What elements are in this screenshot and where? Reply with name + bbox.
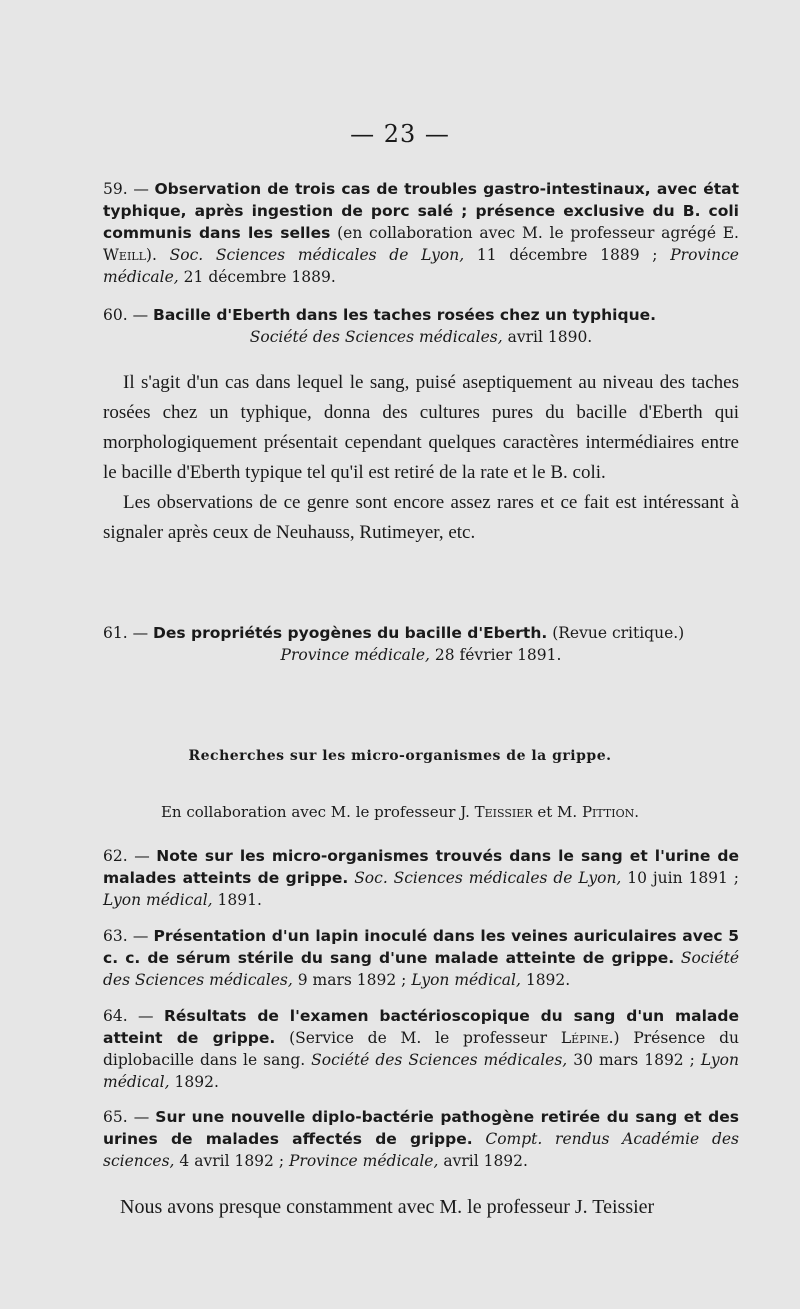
bibliography-entry-60 — [103, 304, 739, 348]
entry-ref-line — [103, 326, 739, 348]
paragraph: Il s'agit d'un cas dans lequel le sang, puisé aseptiquement au niveau des taches rosées chez un typhique, donna des cultures pures du bacille d'Eberth qui morphologiquement présentait cependant quelques caractères intermédiaires entre le bacille d'Eberth typique tel qu'il est retiré de la rate et le B. coli. — [103, 372, 739, 483]
bibliography-entry-64 — [103, 1005, 739, 1093]
page-number: — 23 — — [350, 120, 450, 148]
entry-note: (Revue critique.) — [552, 624, 685, 642]
service-name: Lépine — [560, 1029, 609, 1047]
body-text — [103, 368, 739, 548]
entry-number: 59. — — [103, 180, 149, 198]
entry-ref: Soc. Sciences médicales de Lyon, — [169, 246, 465, 264]
entry-ref: Société des Sciences médicales, — [249, 328, 503, 346]
entry-ref-date: avril 1892. — [443, 1152, 528, 1170]
entry-ref: Lyon médical, — [103, 891, 213, 909]
entry-number: 60. — — [103, 306, 149, 324]
entry-ref-date: 21 décembre 1889. — [183, 268, 336, 286]
entry-ref: Province médicale, — [103, 246, 739, 286]
bibliography-entry-65 — [103, 1106, 739, 1172]
entry-title: Sur une nouvelle diplo-bactérie pathogène retirée du sang et des urines de malades affectés de grippe. — [103, 1108, 740, 1148]
entry-ref-date: 1892. — [174, 1073, 219, 1091]
bibliography-entry-61 — [103, 622, 739, 666]
entry-title: Des propriétés pyogènes du bacille d'Eberth. — [153, 624, 548, 642]
entry-ref: Lyon médical, — [103, 1051, 739, 1091]
collab-name: Teissier — [474, 803, 533, 821]
entry-title: Présentation d'un lapin inoculé dans les veines auriculaires avec 5 c. c. de sérum stérile du sang d'une malade atteinte de grippe. — [103, 927, 739, 967]
entry-ref-line — [103, 644, 739, 666]
entry-ref-date: 11 décembre 1889 ; — [476, 246, 658, 264]
collab-end: ). — [145, 246, 157, 264]
section-heading: Recherches sur les micro-organismes de la grippe. — [188, 748, 612, 764]
bibliography-entry-62 — [103, 845, 739, 911]
bibliography-entry-59 — [103, 178, 739, 288]
entry-collab: (en collaboration avec M. le professeur agrégé E. — [337, 224, 739, 242]
entry-ref-date: 4 avril 1892 ; — [179, 1152, 285, 1170]
entry-ref-date: 1892. — [525, 971, 571, 989]
entry-number: 64. — — [103, 1007, 154, 1025]
entry-number: 62. — — [103, 847, 150, 865]
entry-title: Observation de trois cas de troubles gastro-intestinaux, avec état typhique, après ingestion de porc salé ; présence exclusive du B. coli communis dans les selles — [103, 180, 740, 242]
entry-ref-date: 28 février 1891. — [434, 646, 562, 664]
entry-title: Note sur les micro-organismes trouvés dans le sang et l'urine de malades atteints de grippe. — [103, 847, 740, 887]
entry-ref: Lyon médical, — [411, 971, 521, 989]
entry-number: 61. — — [103, 624, 149, 642]
entry-ref-date: 9 mars 1892 ; — [297, 971, 407, 989]
paragraph: Les observations de ce genre sont encore assez rares et ce fait est intéressant à signaler après ceux de Neuhauss, Rutimeyer, etc. — [103, 492, 739, 543]
entry-ref: Société des Sciences médicales, — [103, 949, 739, 989]
entry-ref-date: 10 juin 1891 ; — [627, 869, 740, 887]
entry-ref: Province médicale, — [289, 1152, 439, 1170]
entry-ref: Société des Sciences médicales, — [311, 1051, 568, 1069]
section-collaboration — [0, 803, 800, 821]
entry-ref: Compt. rendus Académie des sciences, — [103, 1130, 739, 1170]
entry-ref-date: 30 mars 1892 ; — [573, 1051, 695, 1069]
entry-ref-date: avril 1890. — [507, 328, 593, 346]
entry-number: 63. — — [103, 927, 149, 945]
entry-ref: Province médicale, — [280, 646, 430, 664]
entry-title: Résultats de l'examen bactérioscopique du sang d'un malade atteint de grippe. — [103, 1007, 739, 1047]
collab-prefix: En collaboration avec M. le professeur J. — [160, 803, 470, 821]
closing-line: Nous avons presque constamment avec M. le professeur J. Teissier — [120, 1196, 655, 1218]
entry-service: (Service de M. le professeur — [289, 1029, 548, 1047]
collab-end: . — [634, 803, 640, 821]
collab-name: Pittion — [581, 803, 635, 821]
service-end: .) Présence du diplobacille dans le sang. — [103, 1029, 739, 1069]
entry-number: 65. — — [103, 1108, 150, 1126]
entry-ref: Soc. Sciences médicales de Lyon, — [354, 869, 622, 887]
bibliography-entry-63 — [103, 925, 739, 991]
entry-title: Bacille d'Eberth dans les taches rosées chez un typhique. — [153, 306, 657, 324]
collab-name: Weill — [103, 246, 146, 264]
entry-ref-date: 1891. — [217, 891, 262, 909]
collab-mid: et M. — [537, 803, 578, 821]
